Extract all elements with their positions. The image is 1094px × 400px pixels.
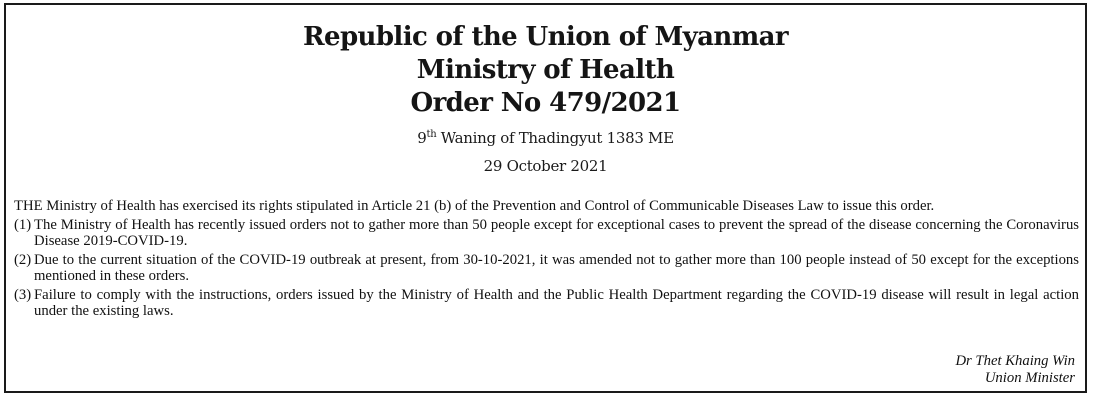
notice-header: [6, 21, 1085, 175]
lunar-date: [6, 129, 1085, 147]
lunar-day: 9: [417, 129, 427, 147]
ministry-heading: Ministry of Health: [416, 55, 675, 85]
item-number: (3): [14, 287, 32, 303]
country-heading: Republic of the Union of Myanmar: [303, 22, 788, 52]
item-number: (2): [14, 252, 32, 268]
order-item: [14, 217, 1079, 249]
signatory-title: Union Minister: [984, 370, 1075, 386]
item-text: Due to the current situation of the COVID-19 outbreak at present, from 30-10-2021, it was amended not to gather more than 100 people instead of 50 except for the exceptions mentioned in these orders.: [34, 252, 1079, 284]
order-intro: THE Ministry of Health has exercised its rights stipulated in Article 21 (b) of the Prevention and Control of Communicable Diseases Law to issue this order.: [14, 198, 935, 214]
signatory-name: Dr Thet Khaing Win: [955, 353, 1075, 369]
signature-block: [955, 353, 1075, 387]
item-text: Failure to comply with the instructions, orders issued by the Ministry of Health and the Public Health Department regarding the COVID-19 disease will result in legal action under the existing laws.: [34, 287, 1079, 319]
item-text: The Ministry of Health has recently issued orders not to gather more than 50 people except for exceptional cases to prevent the spread of the disease concerning the Coronavirus Disease 2019-COVID-19.: [34, 217, 1079, 249]
order-item: [14, 287, 1079, 319]
order-number-heading: Order No 479/2021: [410, 88, 681, 118]
order-body: [14, 198, 1079, 322]
lunar-date-rest: Waning of Thadingyut 1383 ME: [436, 129, 674, 147]
item-number: (1): [14, 217, 32, 233]
gregorian-date: 29 October 2021: [483, 157, 608, 175]
order-item: [14, 252, 1079, 284]
lunar-day-suffix: th: [426, 129, 437, 140]
notice-frame: [4, 3, 1087, 393]
